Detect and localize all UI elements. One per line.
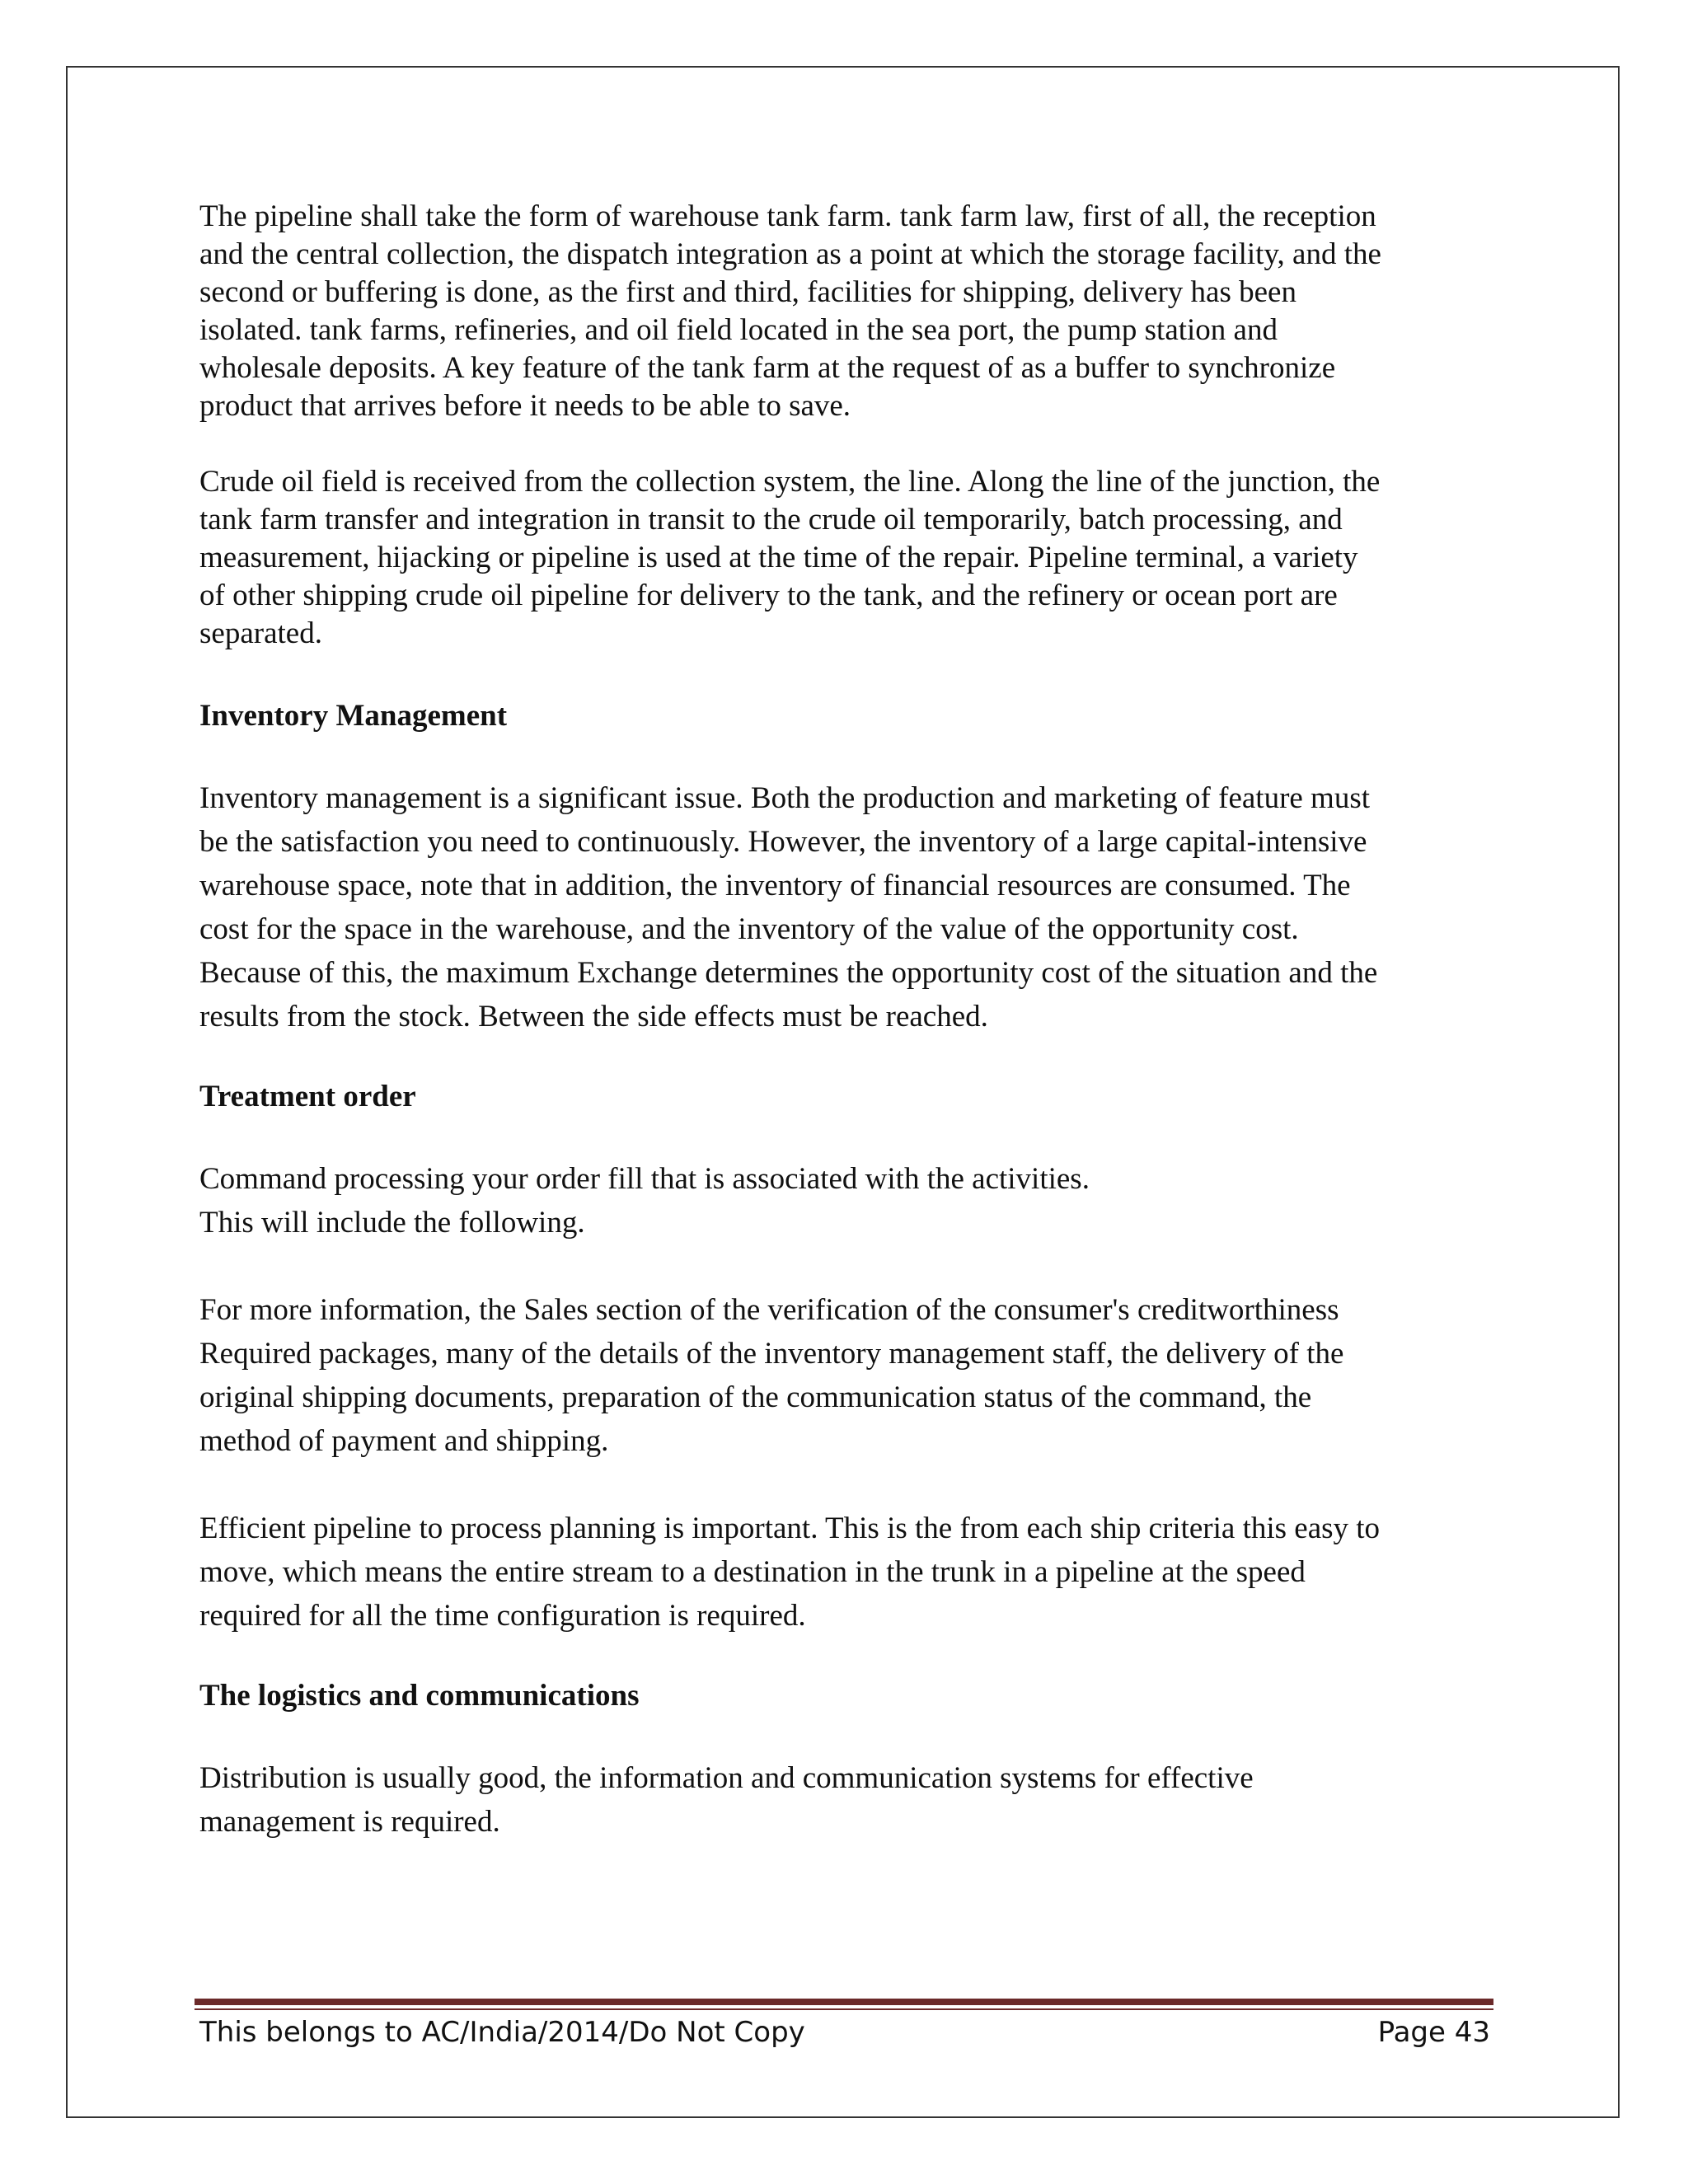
text-line: required for all the time configuration is required. (199, 1599, 806, 1633)
text-line: Inventory management is a significant issue. Both the production and marketing of feature must (199, 781, 1371, 815)
text-line: This will include the following. (199, 1206, 585, 1240)
text-line: Required packages, many of the details of the inventory management staff, the delivery of the (199, 1337, 1344, 1371)
paragraph-command-processing (199, 1157, 1485, 1244)
document-body (199, 198, 1485, 1844)
text-line: management is required. (199, 1805, 500, 1839)
paragraph-crude-oil-field (199, 463, 1485, 653)
text-line: second or buffering is done, as the first and third, facilities for shipping, delivery has been (199, 275, 1296, 309)
paragraph-pipeline-tank-farm (199, 198, 1485, 425)
text-line: Because of this, the maximum Exchange determines the opportunity cost of the situation and the (199, 956, 1378, 990)
heading-treatment-order: Treatment order (199, 1080, 416, 1113)
text-line: product that arrives before it needs to be able to save. (199, 389, 851, 423)
footer-rule (195, 1999, 1493, 2005)
text-line: move, which means the entire stream to a destination in the trunk in a pipeline at the speed (199, 1555, 1306, 1589)
text-line: be the satisfaction you need to continuously. However, the inventory of a large capital-intensive (199, 825, 1367, 859)
heading-inventory-management: Inventory Management (199, 699, 508, 733)
text-line: The pipeline shall take the form of warehouse tank farm. tank farm law, first of all, the reception (199, 199, 1376, 233)
footer-page-number: Page 43 (1377, 2016, 1490, 2049)
text-line: Distribution is usually good, the information and communication systems for effective (199, 1761, 1254, 1795)
text-line: and the central collection, the dispatch integration as a point at which the storage facility, and the (199, 237, 1381, 271)
paragraph-inventory-management (199, 776, 1485, 1038)
text-line: Command processing your order fill that is associated with the activities. (199, 1162, 1090, 1196)
text-line: of other shipping crude oil pipeline for delivery to the tank, and the refinery or ocean port are (199, 579, 1338, 612)
text-line: method of payment and shipping. (199, 1424, 609, 1458)
paragraph-distribution (199, 1756, 1485, 1844)
text-line: warehouse space, note that in addition, the inventory of financial resources are consumed. The (199, 869, 1351, 902)
text-line: tank farm transfer and integration in transit to the crude oil temporarily, batch processing, and (199, 503, 1343, 537)
text-line: isolated. tank farms, refineries, and oil field located in the sea port, the pump station and (199, 313, 1278, 347)
text-line: Efficient pipeline to process planning is important. This is the from each ship criteria this easy to (199, 1511, 1381, 1545)
text-line: results from the stock. Between the side effects must be reached. (199, 1000, 988, 1033)
text-line: wholesale deposits. A key feature of the tank farm at the request of as a buffer to synchronize (199, 351, 1336, 385)
footer-rule-thin (195, 2008, 1493, 2010)
paragraph-efficient-pipeline (199, 1507, 1485, 1638)
text-line: measurement, hijacking or pipeline is used at the time of the repair. Pipeline terminal, a variety (199, 541, 1358, 574)
text-line: cost for the space in the warehouse, and the inventory of the value of the opportunity cost. (199, 912, 1299, 946)
footer-copyright-note: This belongs to AC/India/2014/Do Not Copy (199, 2016, 805, 2049)
text-line: For more information, the Sales section of the verification of the consumer's creditworthiness (199, 1293, 1339, 1327)
heading-logistics-communications: The logistics and communications (199, 1679, 640, 1713)
text-line: Crude oil field is received from the collection system, the line. Along the line of the junction, the (199, 465, 1381, 499)
paragraph-sales-verification (199, 1288, 1485, 1463)
text-line: separated. (199, 616, 322, 650)
text-line: original shipping documents, preparation of the communication status of the command, the (199, 1380, 1312, 1414)
